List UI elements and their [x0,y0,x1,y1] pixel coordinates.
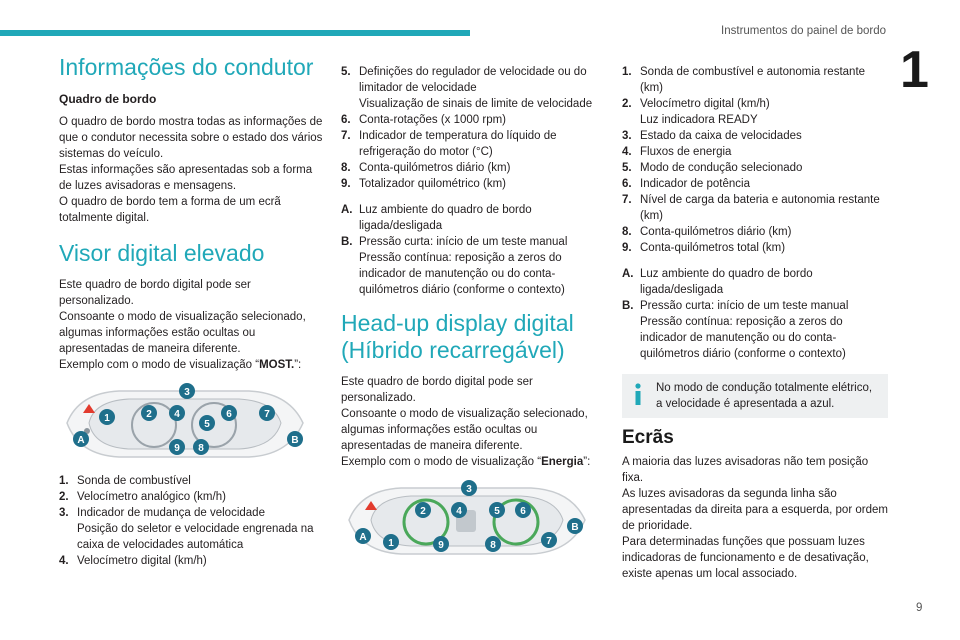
legend-list-3 [622,64,888,256]
list-item: 8. Conta-quilómetros diário (km) [341,162,511,174]
screens-line: A maioria das luzes avisadoras não tem posição fixa. [622,456,869,484]
diagram-badge-label: 2 [420,506,426,517]
list-item: B. Pressão curta: início de um teste manual Pressão contínua: reposição a zeros do indicador de manutenção ou do conta-quilómetros diário (conforme o contexto) [341,236,568,296]
diagram-badge-label: 6 [226,409,232,420]
intro-line: O quadro de bordo tem a forma de um ecrã totalmente digital. [59,196,281,224]
subheading-instrument-panel: Quadro de bordo [59,92,157,106]
legend-list-1 [59,473,325,569]
instrument-cluster-diagram-energy [341,480,603,560]
diagram-badge-label: 6 [520,506,526,517]
screens-paragraph [622,454,888,582]
diagram-badge-label: 1 [388,538,394,549]
cluster-illustration [341,480,591,560]
example-line: Exemplo com o modo de visualização “MOST.”: [59,359,302,371]
hud-line: Este quadro de bordo digital pode ser personalizado. [341,376,533,404]
hud-paragraph [341,374,603,470]
diagram-badge-label: 4 [174,409,180,420]
info-icon [632,382,644,406]
column-2 [341,64,603,570]
diagram-badge-label: 9 [174,443,180,454]
list-item: A. Luz ambiente do quadro de bordo ligada/desligada [341,204,532,232]
diagram-badge-label: B [571,522,579,533]
display-line: Este quadro de bordo digital pode ser personalizado. [59,279,251,307]
list-item: 9. Totalizador quilométrico (km) [341,178,506,190]
diagram-badge-label: 4 [456,506,462,517]
diagram-badge-label: 1 [104,413,110,424]
chapter-number: 1 [900,41,929,99]
column-1 [59,54,325,579]
section-title-head-up: Head-up display digital (Híbrido recarregável) [341,310,574,363]
section-title-digital-display: Visor digital elevado [59,240,265,266]
list-item: B. Pressão curta: início de um teste manual Pressão contínua: reposição a zeros do indicador de manutenção ou do conta-quilómetros diário (conforme o contexto) [622,300,849,360]
intro-paragraph [59,114,325,226]
list-item: 3. Estado da caixa de velocidades [622,130,802,142]
legend-list-ab-3 [622,266,888,362]
list-item: 4. Velocímetro digital (km/h) [59,555,207,567]
info-note-text: No modo de condução totalmente elétrico, a velocidade é apresentada a azul. [656,382,873,410]
diagram-badge-label: A [359,532,367,543]
display-line: Consoante o modo de visualização selecionado, algumas informações estão ocultas ou apresentadas de maneira diferente. [59,311,306,355]
diagram-badge-label: 5 [494,506,500,517]
intro-line: O quadro de bordo mostra todas as informações de que o condutor necessita sobre o estado dos vários sistemas do veículo. [59,116,323,160]
list-item: 7. Nível de carga da bateria e autonomia restante (km) [622,194,880,222]
hud-line: Consoante o modo de visualização selecionado, algumas informações estão ocultas ou apresentadas de maneira diferente. [341,408,588,452]
running-header: Instrumentos do painel de bordo [721,25,886,37]
diagram-badge-label: 2 [146,409,152,420]
diagram-badge-label: B [291,435,299,446]
diagram-badge-label: 7 [264,409,270,420]
list-item: 2. Velocímetro digital (km/h) Luz indicadora READY [622,98,770,126]
instrument-cluster-diagram-most [59,383,325,463]
header-accent-bar [0,30,470,36]
screens-line: Para determinadas funções que possuam luzes indicadoras de funcionamento e de desativação, existe apenas um local associado. [622,536,869,580]
info-note [622,374,888,418]
column-3 [622,64,888,592]
list-item: 1. Sonda de combustível e autonomia restante (km) [622,66,866,94]
example-mode: MOST. [259,359,295,371]
diagram-badge-label: 9 [438,540,444,551]
list-item: 5. Definições do regulador de velocidade ou do limitador de velocidade Visualização de sinais de limite de velocidade [341,66,593,110]
list-item: A. Luz ambiente do quadro de bordo ligada/desligada [622,268,813,296]
cluster-illustration [59,383,309,463]
diagram-badge-label: A [77,435,85,446]
list-item: 2. Velocímetro analógico (km/h) [59,491,226,503]
list-item: 9. Conta-quilómetros total (km) [622,242,786,254]
display-paragraph [59,277,325,373]
example-mode: Energia [541,456,584,468]
legend-list-2 [341,64,603,192]
section-title-driver-info: Informações do condutor [59,54,314,80]
diagram-badge-label: 3 [466,484,472,495]
list-item: 3. Indicador de mudança de velocidade Posição do seletor e velocidade engrenada na caixa de velocidades automática [59,507,314,551]
list-item: 6. Indicador de potência [622,178,750,190]
list-item: 5. Modo de condução selecionado [622,162,803,174]
diagram-badge-label: 7 [546,536,552,547]
section-title-screens: Ecrãs [622,427,674,448]
list-item: 1. Sonda de combustível [59,475,191,487]
example-line: Exemplo com o modo de visualização “Energia”: [341,456,591,468]
list-item: 7. Indicador de temperatura do líquido de refrigeração do motor (°C) [341,130,557,158]
diagram-badge-label: 5 [204,419,210,430]
legend-list-ab-2 [341,202,603,298]
list-item: 6. Conta-rotações (x 1000 rpm) [341,114,507,126]
diagram-badge-label: 3 [184,387,190,398]
screens-line: As luzes avisadoras da segunda linha são apresentadas da direita para a esquerda, por ordem de prioridade. [622,488,888,532]
list-item: 4. Fluxos de energia [622,146,732,158]
page-number: 9 [916,602,923,614]
intro-line: Estas informações são apresentadas sob a forma de luzes avisadoras e mensagens. [59,164,313,192]
diagram-badge-label: 8 [198,443,204,454]
list-item: 8. Conta-quilómetros diário (km) [622,226,792,238]
diagram-badge-label: 8 [490,540,496,551]
